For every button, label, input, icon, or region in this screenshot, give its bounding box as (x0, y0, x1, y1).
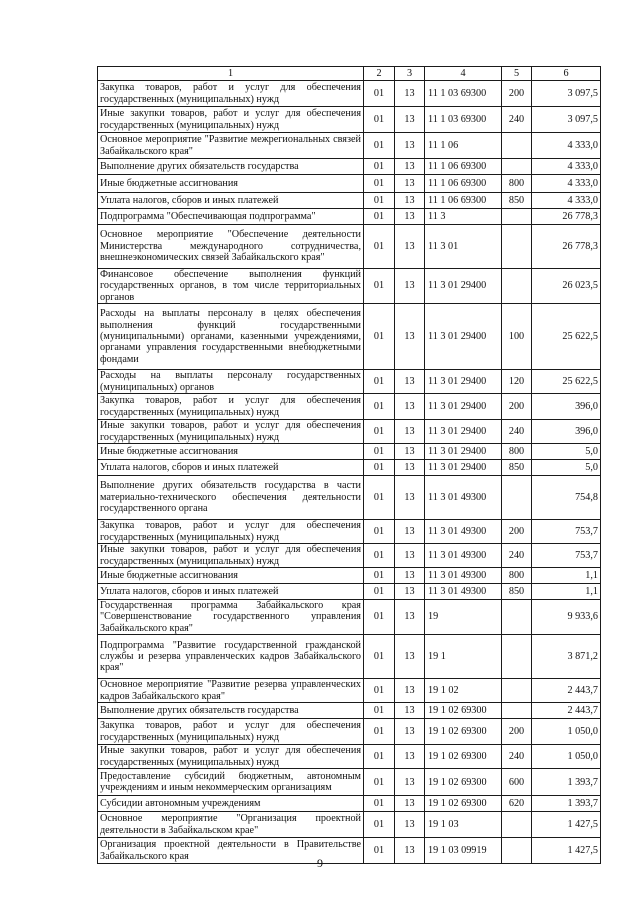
row-name-cell: Организация проектной деятельности в Правительстве Забайкальского края (98, 838, 364, 864)
table-row (98, 444, 601, 460)
row-amount-cell: 9 933,6 (532, 600, 601, 635)
row-section-cell: 01 (364, 394, 395, 420)
row-subsection-cell: 13 (395, 476, 425, 520)
row-expense-type-cell (502, 635, 532, 679)
row-name-cell: Закупка товаров, работ и услуг для обеспечения государственных (муниципальных) нужд (98, 394, 364, 420)
row-target-item-cell: 11 3 01 29400 (425, 394, 502, 420)
row-name-cell: Иные бюджетные ассигнования (98, 444, 364, 460)
row-amount-cell: 754,8 (532, 476, 601, 520)
row-section-cell: 01 (364, 796, 395, 812)
row-amount-cell: 4 333,0 (532, 133, 601, 159)
row-name-cell: Основное мероприятие "Обеспечение деятельности Министерства международного сотрудничества, внешнеэкономических связей Забайкальского края" (98, 225, 364, 269)
table-row (98, 584, 601, 600)
row-amount-cell: 4 333,0 (532, 193, 601, 209)
table-row (98, 81, 601, 107)
row-target-item-cell: 19 1 02 69300 (425, 745, 502, 769)
row-subsection-cell: 13 (395, 679, 425, 703)
table-row (98, 769, 601, 796)
row-target-item-cell: 11 1 03 69300 (425, 107, 502, 133)
row-subsection-cell: 13 (395, 304, 425, 370)
page-number: 9 (317, 856, 323, 870)
row-subsection-cell: 13 (395, 635, 425, 679)
row-section-cell: 01 (364, 584, 395, 600)
row-subsection-cell: 13 (395, 460, 425, 476)
row-section-cell: 01 (364, 420, 395, 444)
row-target-item-cell: 11 3 01 29400 (425, 304, 502, 370)
row-expense-type-cell (502, 159, 532, 175)
row-section-cell: 01 (364, 745, 395, 769)
row-subsection-cell: 13 (395, 719, 425, 745)
row-name-cell: Уплата налогов, сборов и иных платежей (98, 193, 364, 209)
row-expense-type-cell (502, 209, 532, 225)
row-section-cell: 01 (364, 133, 395, 159)
row-name-cell: Основное мероприятие "Развитие межрегиональных связей Забайкальского края" (98, 133, 364, 159)
row-target-item-cell: 11 3 01 29400 (425, 370, 502, 394)
row-target-item-cell: 11 1 06 69300 (425, 159, 502, 175)
row-expense-type-cell (502, 225, 532, 269)
row-section-cell: 01 (364, 159, 395, 175)
row-subsection-cell: 13 (395, 193, 425, 209)
row-target-item-cell: 11 3 01 49300 (425, 584, 502, 600)
row-section-cell: 01 (364, 838, 395, 864)
row-target-item-cell: 11 3 01 29400 (425, 460, 502, 476)
row-expense-type-cell: 240 (502, 745, 532, 769)
row-section-cell: 01 (364, 600, 395, 635)
table-row (98, 476, 601, 520)
row-target-item-cell: 11 3 01 29400 (425, 269, 502, 304)
row-subsection-cell: 13 (395, 568, 425, 584)
row-expense-type-cell: 200 (502, 719, 532, 745)
row-name-cell: Иные закупки товаров, работ и услуг для обеспечения государственных (муниципальных) нужд (98, 745, 364, 769)
row-amount-cell: 26 778,3 (532, 209, 601, 225)
row-name-cell: Выполнение других обязательств государства (98, 703, 364, 719)
row-target-item-cell: 19 1 02 69300 (425, 769, 502, 796)
row-amount-cell: 25 622,5 (532, 304, 601, 370)
row-amount-cell: 2 443,7 (532, 679, 601, 703)
row-target-item-cell: 11 3 01 49300 (425, 568, 502, 584)
row-section-cell: 01 (364, 812, 395, 838)
row-name-cell: Закупка товаров, работ и услуг для обеспечения государственных (муниципальных) нужд (98, 520, 364, 544)
header-cell-target-item: 4 (425, 67, 502, 81)
header-row (98, 67, 601, 81)
table-row (98, 719, 601, 745)
row-section-cell: 01 (364, 107, 395, 133)
row-subsection-cell: 13 (395, 133, 425, 159)
row-amount-cell: 1 427,5 (532, 812, 601, 838)
row-target-item-cell: 11 3 (425, 209, 502, 225)
row-subsection-cell: 13 (395, 520, 425, 544)
header-cell-amount: 6 (532, 67, 601, 81)
row-amount-cell: 4 333,0 (532, 159, 601, 175)
table-row (98, 209, 601, 225)
row-amount-cell: 3 871,2 (532, 635, 601, 679)
row-target-item-cell: 19 1 03 09919 (425, 838, 502, 864)
row-expense-type-cell (502, 476, 532, 520)
row-section-cell: 01 (364, 635, 395, 679)
table-row (98, 133, 601, 159)
row-target-item-cell: 19 1 02 69300 (425, 796, 502, 812)
row-expense-type-cell (502, 133, 532, 159)
table-row (98, 225, 601, 269)
row-target-item-cell: 19 1 02 69300 (425, 703, 502, 719)
row-amount-cell: 1 050,0 (532, 719, 601, 745)
row-section-cell: 01 (364, 769, 395, 796)
table-row (98, 745, 601, 769)
row-subsection-cell: 13 (395, 796, 425, 812)
row-expense-type-cell: 240 (502, 544, 532, 568)
row-expense-type-cell (502, 679, 532, 703)
row-subsection-cell: 13 (395, 812, 425, 838)
row-expense-type-cell: 850 (502, 584, 532, 600)
row-amount-cell: 1,1 (532, 568, 601, 584)
row-amount-cell: 25 622,5 (532, 370, 601, 394)
row-expense-type-cell: 800 (502, 175, 532, 193)
row-section-cell: 01 (364, 568, 395, 584)
row-name-cell: Государственная программа Забайкальского края "Совершенствование государственного управления Забайкальского края" (98, 600, 364, 635)
row-subsection-cell: 13 (395, 159, 425, 175)
row-amount-cell: 3 097,5 (532, 81, 601, 107)
row-section-cell: 01 (364, 193, 395, 209)
row-name-cell: Финансовое обеспечение выполнения функций государственных органов, в том числе территориальных органов (98, 269, 364, 304)
row-name-cell: Подпрограмма "Обеспечивающая подпрограмма" (98, 209, 364, 225)
table-row (98, 703, 601, 719)
row-subsection-cell: 13 (395, 175, 425, 193)
row-expense-type-cell (502, 703, 532, 719)
row-amount-cell: 396,0 (532, 420, 601, 444)
row-section-cell: 01 (364, 304, 395, 370)
row-target-item-cell: 11 1 03 69300 (425, 81, 502, 107)
row-name-cell: Иные закупки товаров, работ и услуг для обеспечения государственных (муниципальных) нужд (98, 107, 364, 133)
row-name-cell: Выполнение других обязательств государства (98, 159, 364, 175)
row-section-cell: 01 (364, 370, 395, 394)
table-row (98, 107, 601, 133)
table-row (98, 159, 601, 175)
row-expense-type-cell: 240 (502, 420, 532, 444)
row-subsection-cell: 13 (395, 394, 425, 420)
table-row (98, 679, 601, 703)
table-row (98, 420, 601, 444)
row-expense-type-cell: 200 (502, 81, 532, 107)
row-amount-cell: 1 050,0 (532, 745, 601, 769)
row-name-cell: Иные бюджетные ассигнования (98, 175, 364, 193)
row-section-cell: 01 (364, 175, 395, 193)
row-name-cell: Расходы на выплаты персоналу в целях обеспечения выполнения функций государственными (муниципальными) органами, казенными учреждениями, органами управления государственными внебюджетными фондами (98, 304, 364, 370)
row-section-cell: 01 (364, 81, 395, 107)
row-section-cell: 01 (364, 460, 395, 476)
row-target-item-cell: 11 1 06 (425, 133, 502, 159)
table-row (98, 304, 601, 370)
row-expense-type-cell: 120 (502, 370, 532, 394)
row-subsection-cell: 13 (395, 584, 425, 600)
row-subsection-cell: 13 (395, 838, 425, 864)
row-target-item-cell: 11 3 01 (425, 225, 502, 269)
row-name-cell: Закупка товаров, работ и услуг для обеспечения государственных (муниципальных) нужд (98, 81, 364, 107)
row-target-item-cell: 11 3 01 29400 (425, 444, 502, 460)
row-subsection-cell: 13 (395, 81, 425, 107)
row-amount-cell: 2 443,7 (532, 703, 601, 719)
row-section-cell: 01 (364, 719, 395, 745)
row-subsection-cell: 13 (395, 769, 425, 796)
row-amount-cell: 26 778,3 (532, 225, 601, 269)
row-expense-type-cell: 240 (502, 107, 532, 133)
row-expense-type-cell (502, 269, 532, 304)
row-subsection-cell: 13 (395, 107, 425, 133)
row-subsection-cell: 13 (395, 703, 425, 719)
table-row (98, 544, 601, 568)
row-section-cell: 01 (364, 544, 395, 568)
row-subsection-cell: 13 (395, 444, 425, 460)
table-row (98, 460, 601, 476)
row-expense-type-cell: 100 (502, 304, 532, 370)
row-expense-type-cell: 850 (502, 460, 532, 476)
row-section-cell: 01 (364, 703, 395, 719)
row-name-cell: Иные закупки товаров, работ и услуг для обеспечения государственных (муниципальных) нужд (98, 420, 364, 444)
row-target-item-cell: 19 1 02 69300 (425, 719, 502, 745)
row-amount-cell: 3 097,5 (532, 107, 601, 133)
row-target-item-cell: 11 3 01 29400 (425, 420, 502, 444)
row-target-item-cell: 19 1 03 (425, 812, 502, 838)
table-row (98, 269, 601, 304)
row-subsection-cell: 13 (395, 420, 425, 444)
table-row (98, 394, 601, 420)
row-name-cell: Уплата налогов, сборов и иных платежей (98, 584, 364, 600)
row-amount-cell: 5,0 (532, 444, 601, 460)
row-amount-cell: 1 393,7 (532, 769, 601, 796)
row-expense-type-cell: 200 (502, 394, 532, 420)
header-cell-expense-type: 5 (502, 67, 532, 81)
row-amount-cell: 1 393,7 (532, 796, 601, 812)
row-expense-type-cell: 620 (502, 796, 532, 812)
row-subsection-cell: 13 (395, 600, 425, 635)
row-target-item-cell: 19 1 02 (425, 679, 502, 703)
row-section-cell: 01 (364, 209, 395, 225)
row-name-cell: Предоставление субсидий бюджетным, автономным учреждениям и иным некоммерческим организациям (98, 769, 364, 796)
row-section-cell: 01 (364, 679, 395, 703)
row-name-cell: Выполнение других обязательств государства в части материально-технического обеспечения деятельности государственного органа (98, 476, 364, 520)
row-expense-type-cell: 850 (502, 193, 532, 209)
row-amount-cell: 753,7 (532, 520, 601, 544)
row-target-item-cell: 11 3 01 49300 (425, 476, 502, 520)
row-subsection-cell: 13 (395, 544, 425, 568)
table-row (98, 796, 601, 812)
row-name-cell: Иные бюджетные ассигнования (98, 568, 364, 584)
row-expense-type-cell: 600 (502, 769, 532, 796)
row-section-cell: 01 (364, 225, 395, 269)
table-row (98, 635, 601, 679)
table-row (98, 520, 601, 544)
table-row (98, 175, 601, 193)
row-subsection-cell: 13 (395, 225, 425, 269)
table-row (98, 568, 601, 584)
row-expense-type-cell: 800 (502, 444, 532, 460)
row-amount-cell: 1 427,5 (532, 838, 601, 864)
row-name-cell: Закупка товаров, работ и услуг для обеспечения государственных (муниципальных) нужд (98, 719, 364, 745)
row-target-item-cell: 11 1 06 69300 (425, 175, 502, 193)
row-subsection-cell: 13 (395, 269, 425, 304)
table-row (98, 600, 601, 635)
table-row (98, 193, 601, 209)
row-target-item-cell: 11 3 01 49300 (425, 544, 502, 568)
table-row (98, 370, 601, 394)
row-section-cell: 01 (364, 476, 395, 520)
row-amount-cell: 396,0 (532, 394, 601, 420)
row-target-item-cell: 11 3 01 49300 (425, 520, 502, 544)
row-amount-cell: 26 023,5 (532, 269, 601, 304)
header-cell-subsection: 3 (395, 67, 425, 81)
row-name-cell: Основное мероприятие "Развитие резерва управленческих кадров Забайкальского края" (98, 679, 364, 703)
row-section-cell: 01 (364, 269, 395, 304)
row-amount-cell: 1,1 (532, 584, 601, 600)
row-name-cell: Основное мероприятие "Организация проектной деятельности в Забайкальском крае" (98, 812, 364, 838)
row-name-cell: Иные закупки товаров, работ и услуг для обеспечения государственных (муниципальных) нужд (98, 544, 364, 568)
header-cell-section: 2 (364, 67, 395, 81)
table-row (98, 812, 601, 838)
row-target-item-cell: 11 1 06 69300 (425, 193, 502, 209)
row-section-cell: 01 (364, 520, 395, 544)
row-target-item-cell: 19 (425, 600, 502, 635)
budget-table (97, 66, 601, 864)
row-amount-cell: 5,0 (532, 460, 601, 476)
row-name-cell: Подпрограмма "Развитие государственной гражданской службы и резерва управленческих кадров Забайкальского края" (98, 635, 364, 679)
row-target-item-cell: 19 1 (425, 635, 502, 679)
row-amount-cell: 4 333,0 (532, 175, 601, 193)
row-expense-type-cell: 800 (502, 568, 532, 584)
row-subsection-cell: 13 (395, 370, 425, 394)
row-subsection-cell: 13 (395, 209, 425, 225)
row-name-cell: Уплата налогов, сборов и иных платежей (98, 460, 364, 476)
row-expense-type-cell (502, 812, 532, 838)
header-cell-name: 1 (98, 67, 364, 81)
row-name-cell: Субсидии автономным учреждениям (98, 796, 364, 812)
row-expense-type-cell (502, 600, 532, 635)
row-subsection-cell: 13 (395, 745, 425, 769)
row-section-cell: 01 (364, 444, 395, 460)
row-expense-type-cell: 200 (502, 520, 532, 544)
row-name-cell: Расходы на выплаты персоналу государственных (муниципальных) органов (98, 370, 364, 394)
row-amount-cell: 753,7 (532, 544, 601, 568)
